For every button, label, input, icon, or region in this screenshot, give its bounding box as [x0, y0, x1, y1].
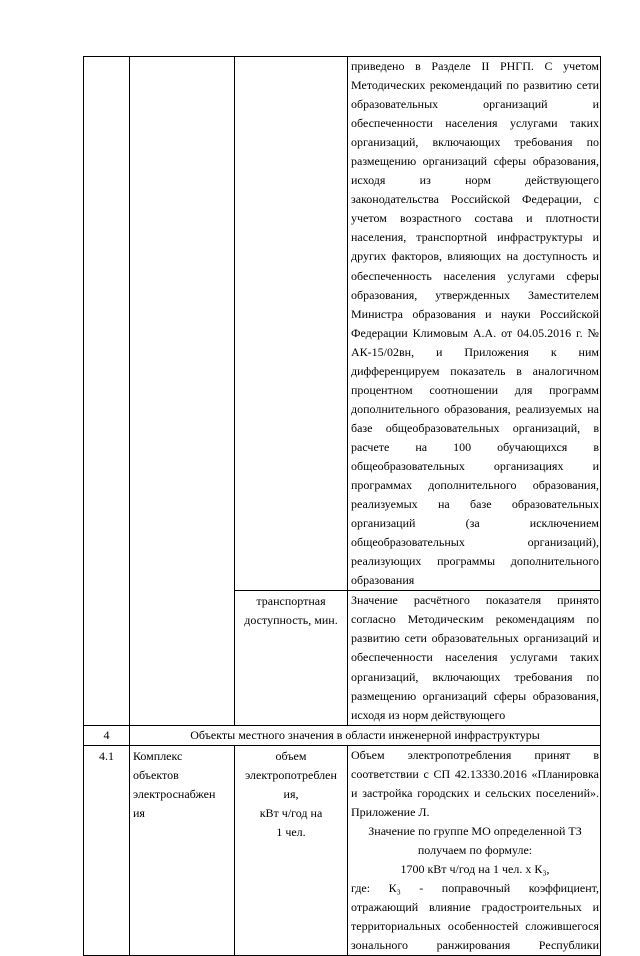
object-name-line: электроснабжен: [133, 786, 216, 801]
cell-indicator-empty: [235, 57, 348, 591]
table-row-continuation: [84, 57, 601, 591]
indicator-line: объем: [275, 748, 307, 763]
indicator-line: электропотреблен: [245, 767, 337, 782]
text-line: Министра образования и науки Российской: [351, 306, 599, 321]
object-name-line: Комплекс: [133, 748, 183, 763]
cell-number-empty: [84, 57, 130, 726]
text-line: базе общеобразовательных организаций, в: [351, 420, 599, 435]
text-line: организаций (за исключением: [351, 516, 599, 531]
section-title: Объекты местного значения в области инженерной инфраструктуры: [130, 725, 601, 745]
indicator-line: ия,: [283, 786, 299, 801]
text-line: Федерации Климовым А.А. от 04.05.2016 г. №: [351, 325, 599, 340]
object-name-line: объектов: [133, 767, 179, 782]
text-line: территориальных особенностей сложившегося: [351, 919, 599, 934]
rationale-text: [351, 57, 599, 590]
text-line: обеспеченности населения услугами таких: [351, 650, 599, 665]
text-line: расчете на 100 обучающихся в: [351, 439, 599, 454]
formula-intro: Значение по группе МО определенной ТЗ: [368, 823, 582, 838]
text-line: процентном соотношении для программ: [351, 382, 599, 397]
text-line: обеспеченности населения услугами таких: [351, 116, 599, 131]
text-line: соответствии с СП 42.13330.2016 «Планировка: [351, 766, 599, 781]
text-line: дифференцируем показатель в аналогичном: [351, 363, 599, 378]
cell-rationale-continued: [348, 57, 601, 591]
norms-table: [83, 56, 601, 956]
cell-object-name: [130, 745, 235, 956]
section-number: 4: [84, 725, 130, 745]
text-line: дополнительного образования, реализуемых на: [351, 401, 599, 416]
table-row-4-1: [84, 745, 601, 956]
cell-indicator-transport: [235, 591, 348, 725]
rationale-appendix: Приложение Л.: [351, 804, 430, 819]
text-line: размещению организаций сферы образования,: [351, 688, 599, 703]
cell-object-empty: [130, 57, 235, 726]
rationale-text: [351, 591, 599, 724]
text-line: исходя из норм действующего: [351, 173, 599, 188]
text-line: населения, транспортной инфраструктуры и: [351, 230, 599, 245]
formula: 1700 кВт ч/год на 1 чел. х К₃,: [400, 861, 550, 876]
formula-intro: получаем по формуле:: [417, 842, 533, 857]
text-line: приведено в Разделе II РНГП. С учетом: [351, 59, 599, 73]
text-line: зонального ранжирования Республики: [351, 938, 599, 953]
text-line: реализуемых на базе образовательных: [351, 497, 599, 512]
text-line: образования, утвержденных Заместителем: [351, 287, 599, 302]
text-line: образовательных организаций и: [351, 97, 599, 112]
text-line: других факторов, влияющих на доступность и: [351, 249, 599, 264]
object-name-line: ия: [133, 805, 145, 820]
text-line: законодательства Российской Федерации, с: [351, 192, 599, 207]
text-line: учетом возрастного состава и плотности: [351, 211, 599, 226]
text-line: отражающий влияние градостроительных и: [351, 900, 599, 915]
text-line: Методических рекомендаций по развитию сети: [351, 78, 599, 93]
text-line: согласно Методическим рекомендациям по: [351, 612, 599, 627]
indicator-line: кВт ч/год на: [259, 805, 323, 820]
indicator-line: 1 чел.: [276, 824, 306, 839]
indicator-line: транспортная: [256, 594, 326, 609]
indicator-line: доступность, мин.: [244, 613, 338, 628]
cell-rationale-transport: [348, 591, 601, 725]
text-line: где: К₃ - поправочный коэффициент,: [351, 881, 599, 896]
section-header-row: [84, 725, 601, 745]
text-line: организаций, включающих требования по: [351, 135, 599, 150]
text-line: АК-15/02вн, и Приложения к ним: [351, 344, 599, 359]
text-line: образования: [351, 573, 415, 588]
text-line: общеобразовательных организациях и: [351, 458, 599, 473]
text-line: Значение расчётного показателя принято: [351, 593, 599, 608]
text-line: размещению организаций сферы образования,: [351, 154, 599, 169]
cell-rationale-power: [348, 745, 601, 956]
text-line: реализующих программы дополнительного: [351, 554, 599, 569]
text-line: обеспеченность населения услугами сферы: [351, 268, 599, 283]
text-line: развитию сети образовательных организаций и: [351, 631, 599, 646]
text-line: и застройка городских и сельских поселений».: [351, 785, 599, 800]
cell-indicator-power: [235, 745, 348, 956]
text-line: программах дополнительного образования,: [351, 478, 599, 493]
text-line: исходя из норм действующего: [351, 707, 506, 722]
rationale-text: [351, 746, 599, 803]
row-number: 4.1: [84, 745, 130, 956]
text-line: общеобразовательных организаций),: [351, 535, 599, 550]
text-line: организаций, включающих требования по: [351, 669, 599, 684]
text-line: Объем электропотребления принят в: [351, 747, 599, 762]
rationale-text: [351, 879, 599, 955]
